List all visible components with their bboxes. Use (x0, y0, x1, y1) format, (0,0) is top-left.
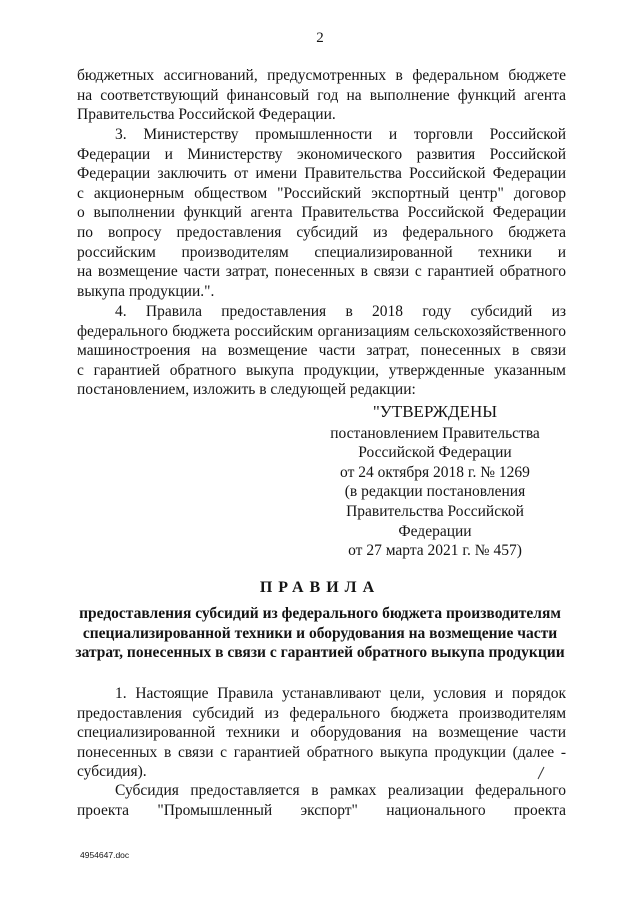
text-line: 4. Правила предоставления в 2018 году субсидий из (115, 303, 566, 320)
paragraph-rule-1 (77, 684, 566, 782)
approval-line: от 24 октября 2018 г. № 1269 (340, 463, 530, 481)
text-line: с акционерным обществом "Российский экспортный центр" договор (77, 184, 566, 202)
text-line: на возмещение части затрат, понесенных в связи с гарантией обратного (77, 263, 566, 281)
text-line: специализированной техники и оборудования на возмещение части (77, 724, 566, 742)
subtitle-line: затрат, понесенных в связи с гарантией обратного выкупа продукции (75, 644, 565, 662)
text-line: 3. Министерству промышленности и торговли Российской (115, 126, 566, 143)
text-line: по вопросу предоставления субсидий из федерального бюджета (77, 223, 566, 241)
text-line: на соответствующий финансовый год на выполнение функций агента (77, 86, 566, 104)
paragraph-subsidy (77, 781, 566, 820)
text-line: проекта "Промышленный экспорт" национального проекта (77, 801, 566, 819)
subtitle-line: предоставления субсидий из федерального бюджета производителям (79, 605, 561, 622)
text-line: предоставления субсидий из федерального бюджета производителям (77, 704, 566, 722)
text-line: постановлением, изложить в следующей редакции: (77, 381, 416, 399)
page-number: 2 (316, 30, 324, 46)
paragraph-budget-continuation (77, 66, 566, 125)
approval-heading: "УТВЕРЖДЕНЫ (372, 402, 498, 421)
text-line: федерального бюджета российским организациям сельскохозяйственного (77, 322, 566, 340)
text-line: субсидия). (77, 763, 147, 781)
rules-subtitle (72, 604, 568, 663)
rules-title: ПРАВИЛА (259, 579, 381, 596)
approval-block (310, 402, 560, 561)
subtitle-line: специализированной техники и оборудования на возмещение части (82, 624, 558, 642)
approval-line: от 27 марта 2021 г. № 457) (348, 542, 522, 560)
approval-line: Правительства Российской Федерации (346, 502, 524, 540)
approval-line: (в редакции постановления (344, 483, 526, 501)
pen-mark (536, 766, 546, 780)
text-line: с гарантией обратного выкупа продукции, утвержденные указанным (77, 361, 566, 379)
text-line: Федерации заключить от имени Правительства Российской Федерации (77, 165, 566, 183)
text-line: 1. Настоящие Правила устанавливают цели, условия и порядок (115, 685, 566, 702)
approval-line: Российской Федерации (358, 444, 512, 462)
paragraph-item-3 (77, 125, 566, 301)
text-line: выкупа продукции.". (77, 282, 215, 300)
paragraph-item-4 (77, 302, 566, 400)
text-line: бюджетных ассигнований, предусмотренных в федеральном бюджете (77, 67, 566, 84)
approval-line: постановлением Правительства (330, 424, 540, 442)
text-line: Правительства Российской Федерации. (77, 106, 336, 124)
text-line: Субсидия предоставляется в рамках реализации федерального (115, 782, 566, 799)
text-line: Федерации и Министерству экономического развития Российской (77, 145, 566, 163)
text-line: понесенных в связи с гарантией обратного выкупа продукции (далее - (77, 743, 566, 761)
text-line: машиностроения на возмещение части затрат, понесенных в связи (77, 342, 566, 360)
text-line: российским производителям специализированной техники и (77, 243, 566, 261)
text-line: о выполнении функций агента Правительства Российской Федерации (77, 204, 566, 222)
document-filename: 4954647.doc (80, 850, 130, 860)
